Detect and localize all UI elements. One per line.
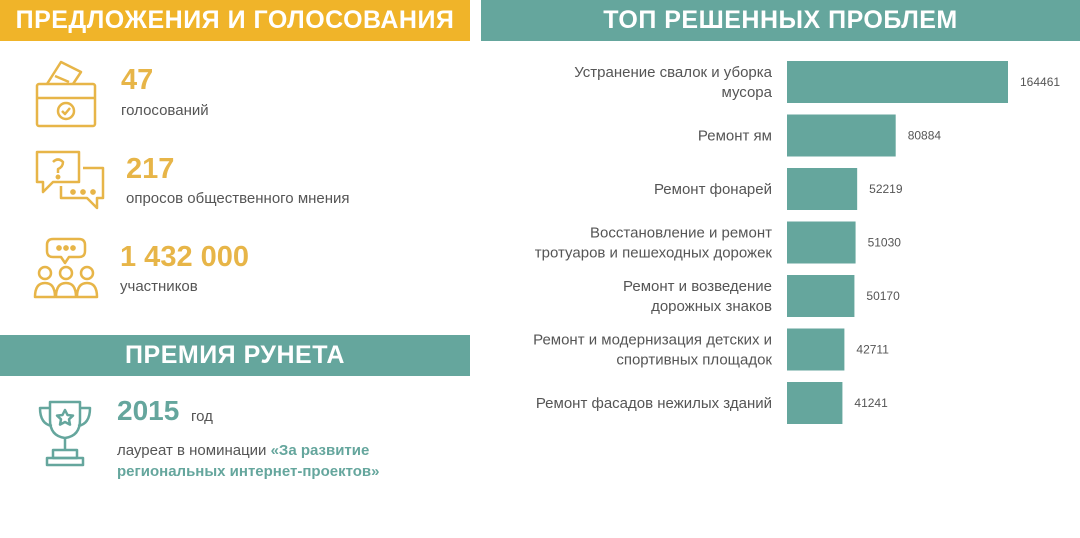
question-chat-icon [33,148,107,214]
polls-count: 217 [126,153,175,185]
participants-count: 1 432 000 [120,241,250,273]
category-label-5: Ремонт и модернизация детских и спортивных площадок [533,331,772,369]
award-year-suffix: год [191,408,213,425]
value-label-4: 50170 [866,289,900,303]
category-label-1: Ремонт ям [697,127,772,145]
bar-4 [787,275,854,317]
chart-title: ТОП РЕШЕННЫХ ПРОБЛЕМ [481,0,1080,41]
category-label-4: Ремонт и возведение дорожных знаков [623,278,772,315]
value-label-0: 164461 [1020,75,1061,89]
value-label-6: 41241 [854,396,888,410]
award-description [117,440,417,482]
people-group-icon [33,235,99,301]
bar-5 [787,329,844,371]
bar-2 [787,168,857,210]
award-nomination: «За развитие региональных интернет-проектов» [117,442,380,480]
award-year: 2015 [117,395,180,426]
value-label-1: 80884 [907,128,942,143]
bar-1 [787,115,896,157]
top-problems-chart [481,41,1080,441]
participants-label: участников [120,278,198,295]
value-label-2: 52219 [869,182,903,196]
polls-label: опросов общественного мнения [126,190,350,207]
award-text-prefix: лауреат в номинации [117,442,271,459]
category-label-3: Восстановление и ремонт тротуаров и пешеходных дорожек [534,224,772,262]
bar-3 [787,222,856,264]
bar-0 [787,61,1008,103]
category-label-0: Устранение свалок и уборка мусора [574,64,772,101]
proposals-header: ПРЕДЛОЖЕНИЯ И ГОЛОСОВАНИЯ [0,0,470,41]
ballot-box-icon [33,58,99,130]
category-label-6: Ремонт фасадов нежилых зданий [535,395,772,412]
votes-label: голосований [121,102,209,119]
votes-count: 47 [121,64,154,96]
award-header: ПРЕМИЯ РУНЕТА [0,335,470,376]
value-label-3: 51030 [867,235,901,250]
value-label-5: 42711 [856,342,889,357]
category-label-2: Ремонт фонарей [653,181,772,198]
trophy-icon [36,398,94,468]
bar-6 [787,382,842,424]
